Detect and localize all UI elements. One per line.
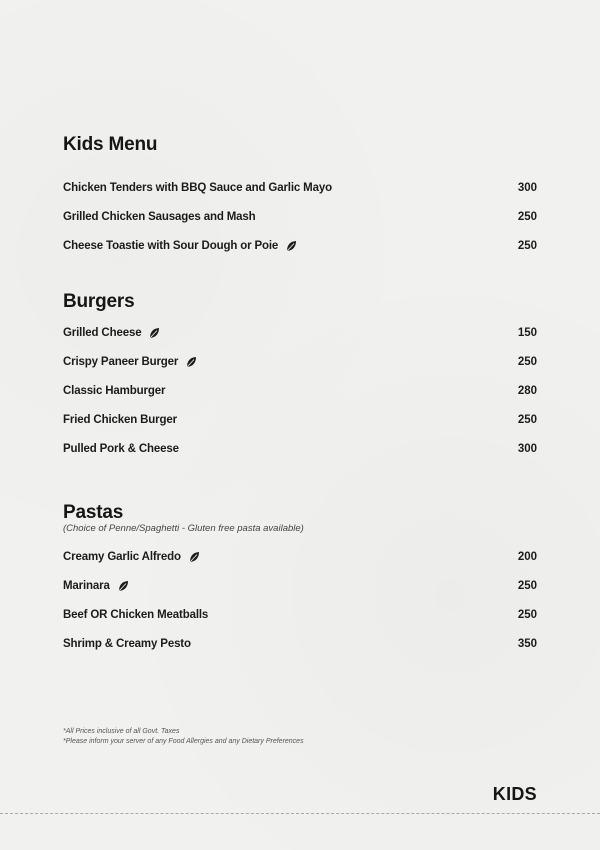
menu-item	[63, 209, 537, 225]
section-title-pastas: Pastas	[63, 502, 124, 523]
menu-item	[63, 549, 537, 565]
footnote-taxes: *All Prices inclusive of all Govt. Taxes	[63, 728, 180, 735]
item-name: Fried Chicken Burger	[63, 414, 177, 426]
menu-item	[63, 412, 537, 428]
menu-item	[63, 325, 537, 341]
item-price: 300	[517, 443, 537, 455]
item-name: Grilled Cheese	[63, 327, 142, 339]
item-price: 250	[517, 580, 537, 592]
item-price: 250	[517, 240, 537, 252]
item-price: 250	[517, 414, 537, 426]
item-name: Cheese Toastie with Sour Dough or Poie	[63, 240, 279, 252]
menu-item	[63, 238, 537, 254]
menu-item	[63, 383, 537, 399]
menu-item	[63, 180, 537, 196]
item-name: Crispy Paneer Burger	[63, 356, 179, 368]
item-price: 300	[517, 182, 537, 194]
item-name: Classic Hamburger	[63, 385, 166, 397]
item-price: 250	[517, 211, 537, 223]
item-price: 150	[517, 327, 537, 339]
section-title-burgers: Burgers	[63, 291, 135, 312]
item-price: 280	[517, 385, 537, 397]
item-name: Chicken Tenders with BBQ Sauce and Garlic Mayo	[63, 182, 332, 194]
leaf-icon	[189, 551, 200, 563]
item-name: Shrimp & Creamy Pesto	[63, 638, 191, 650]
item-name: Creamy Garlic Alfredo	[63, 551, 181, 563]
item-price: 250	[517, 356, 537, 368]
menu-item	[63, 636, 537, 652]
divider	[0, 813, 600, 814]
leaf-icon	[118, 580, 129, 592]
item-name: Marinara	[63, 580, 110, 592]
item-price: 350	[517, 638, 537, 650]
item-price: 250	[517, 609, 537, 621]
item-price: 200	[517, 551, 537, 563]
leaf-icon	[186, 356, 197, 368]
menu-item	[63, 441, 537, 457]
footnote-allergies: *Please inform your server of any Food Allergies and any Dietary Preferences	[63, 738, 304, 745]
menu-item	[63, 607, 537, 623]
menu-item	[63, 354, 537, 370]
leaf-icon	[286, 240, 297, 252]
item-name: Beef OR Chicken Meatballs	[63, 609, 209, 621]
menu-item	[63, 578, 537, 594]
footer-section-label: KIDS	[492, 784, 537, 804]
section-title-kids-menu: Kids Menu	[63, 134, 158, 155]
item-name: Grilled Chicken Sausages and Mash	[63, 211, 256, 223]
section-note-pastas: (Choice of Penne/Spaghetti - Gluten free pasta available)	[63, 523, 304, 534]
item-name: Pulled Pork & Cheese	[63, 443, 179, 455]
leaf-icon	[149, 327, 160, 339]
